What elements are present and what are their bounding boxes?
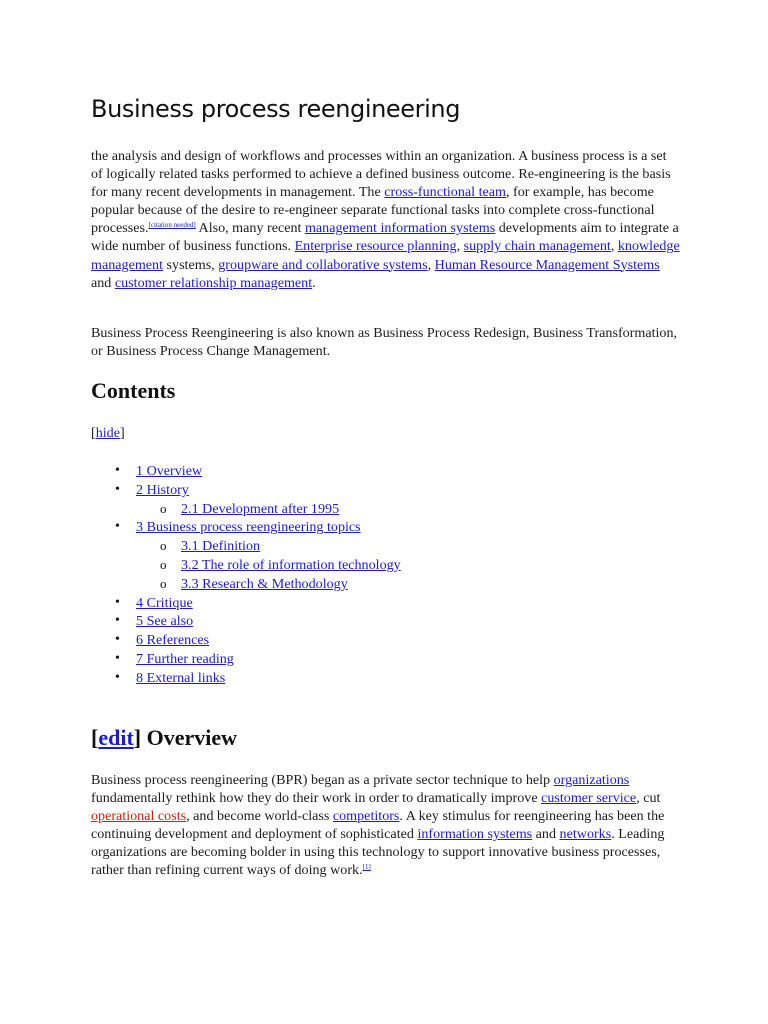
bullet-icon: • — [115, 481, 120, 497]
intro-text: , — [456, 238, 464, 255]
toc-subitem — [91, 556, 401, 575]
overview-paragraph — [91, 771, 681, 880]
link-groupware-and-collaborative-systems[interactable]: groupware and collaborative systems — [218, 256, 428, 273]
toc-link-external-links[interactable]: 8 External links — [136, 669, 226, 686]
toc-link-overview[interactable]: 1 Overview — [136, 463, 203, 479]
bullet-icon: • — [115, 669, 120, 685]
bracket-open: [ — [91, 425, 96, 441]
bullet-icon: • — [115, 463, 120, 478]
link-supply-chain-management[interactable]: supply chain management — [463, 238, 611, 255]
link-networks[interactable]: networks — [559, 826, 612, 843]
link-human-resource-management-systems[interactable]: Human Resource Management Systems — [434, 256, 660, 273]
table-of-contents — [91, 462, 401, 688]
toc-link-role-of-it[interactable]: 3.2 The role of information technology — [181, 556, 401, 573]
hide-link[interactable]: hide — [95, 425, 120, 441]
intro-text: , — [610, 238, 618, 255]
bullet-icon: • — [115, 519, 120, 535]
page-title: Business process reengineering — [91, 95, 461, 123]
bullet-icon: • — [115, 632, 120, 648]
link-information-systems[interactable]: information systems — [417, 826, 533, 843]
toc-link-references[interactable]: 6 References — [136, 632, 210, 649]
contents-hide-toggle — [91, 424, 125, 442]
link-organizations[interactable]: organizations — [553, 772, 630, 788]
overview-text: Business process reengineering (BPR) began as a private sector technique to help — [91, 772, 554, 788]
link-cross-functional-team[interactable]: cross-functional team — [384, 184, 506, 201]
link-customer-service[interactable]: customer service — [541, 790, 637, 807]
circle-bullet-icon: o — [160, 538, 167, 554]
toc-item — [91, 594, 401, 613]
link-competitors[interactable]: competitors — [332, 808, 400, 825]
toc-item — [91, 481, 401, 500]
bracket-close: ] — [133, 725, 142, 750]
overview-heading-text: Overview — [141, 725, 238, 750]
intro-text: , — [427, 256, 435, 273]
toc-item — [91, 631, 401, 650]
toc-item — [91, 518, 401, 537]
toc-link-see-also[interactable]: 5 See also — [136, 613, 194, 630]
overview-text: , cut — [636, 790, 661, 807]
citation-needed-link[interactable]: [citation needed] — [148, 221, 196, 230]
toc-item — [91, 650, 401, 669]
intro-text: , for example, has become popular because of the desire to re-engineer separate functional tasks into complete cross-functional processes. — [91, 184, 655, 237]
overview-text: . Leading organizations are becoming bolder in using this technology to support innovative business processes, rather than refining current ways of doing work. — [91, 826, 665, 879]
intro-text: and — [91, 274, 115, 291]
toc-link-development-after-1995[interactable]: 2.1 Development after 1995 — [181, 500, 340, 517]
intro-text: . — [312, 274, 316, 291]
overview-text: and — [532, 826, 560, 843]
toc-item — [91, 462, 401, 481]
toc-link-history[interactable]: 2 History — [136, 481, 189, 498]
link-management-information-systems[interactable]: management information systems — [304, 220, 496, 237]
overview-text: . A key stimulus for reengineering has been the continuing development and deployment of sophisticated — [91, 808, 665, 843]
overview-text: , and become world-class — [186, 808, 333, 825]
bullet-icon: • — [115, 613, 120, 629]
bracket-open: [ — [91, 725, 99, 750]
intro-text: systems, — [163, 256, 219, 273]
toc-link-research-methodology[interactable]: 3.3 Research & Methodology — [181, 575, 348, 592]
toc-subitem — [91, 575, 401, 594]
toc-item — [91, 612, 401, 631]
circle-bullet-icon: o — [160, 556, 167, 572]
bracket-close: ] — [119, 425, 125, 441]
edit-link[interactable]: edit — [98, 725, 134, 750]
intro-paragraph — [91, 147, 681, 292]
overview-text: fundamentally rethink how they do their work in order to dramatically improve — [91, 790, 542, 807]
contents-heading: Contents — [91, 378, 176, 403]
bullet-icon: • — [115, 650, 120, 666]
intro-text: developments aim to integrate a wide number of business functions. — [91, 220, 679, 255]
aka-paragraph: Business Process Reengineering is also known as Business Process Redesign, Business Transformation, or Business Process Change Management. — [91, 325, 678, 360]
bullet-icon: • — [115, 594, 120, 610]
intro-text: Also, many recent — [195, 220, 305, 237]
toc-subitem — [91, 537, 401, 556]
intro-text: the analysis and design of workflows and processes within an organization. A business process is a set of logically related tasks performed to achieve a defined business outcome. Re-engineering is the basis for many recent developments in management. The — [91, 148, 671, 201]
overview-heading — [91, 725, 237, 751]
citation-link[interactable]: [1] — [362, 863, 371, 872]
toc-item — [91, 669, 401, 688]
circle-bullet-icon: o — [160, 500, 167, 516]
link-customer-relationship-management[interactable]: customer relationship management — [114, 274, 313, 291]
toc-subitem — [91, 500, 401, 519]
link-operational-costs[interactable]: operational costs — [91, 808, 187, 825]
link-knowledge-management[interactable]: knowledge management — [91, 238, 680, 273]
toc-link-definition[interactable]: 3.1 Definition — [181, 538, 261, 555]
link-enterprise-resource-planning[interactable]: Enterprise resource planning — [294, 238, 457, 255]
toc-link-critique[interactable]: 4 Critique — [136, 594, 193, 611]
toc-link-bpr-topics[interactable]: 3 Business process reengineering topics — [136, 519, 361, 536]
toc-link-further-reading[interactable]: 7 Further reading — [136, 650, 234, 667]
circle-bullet-icon: o — [160, 575, 167, 591]
